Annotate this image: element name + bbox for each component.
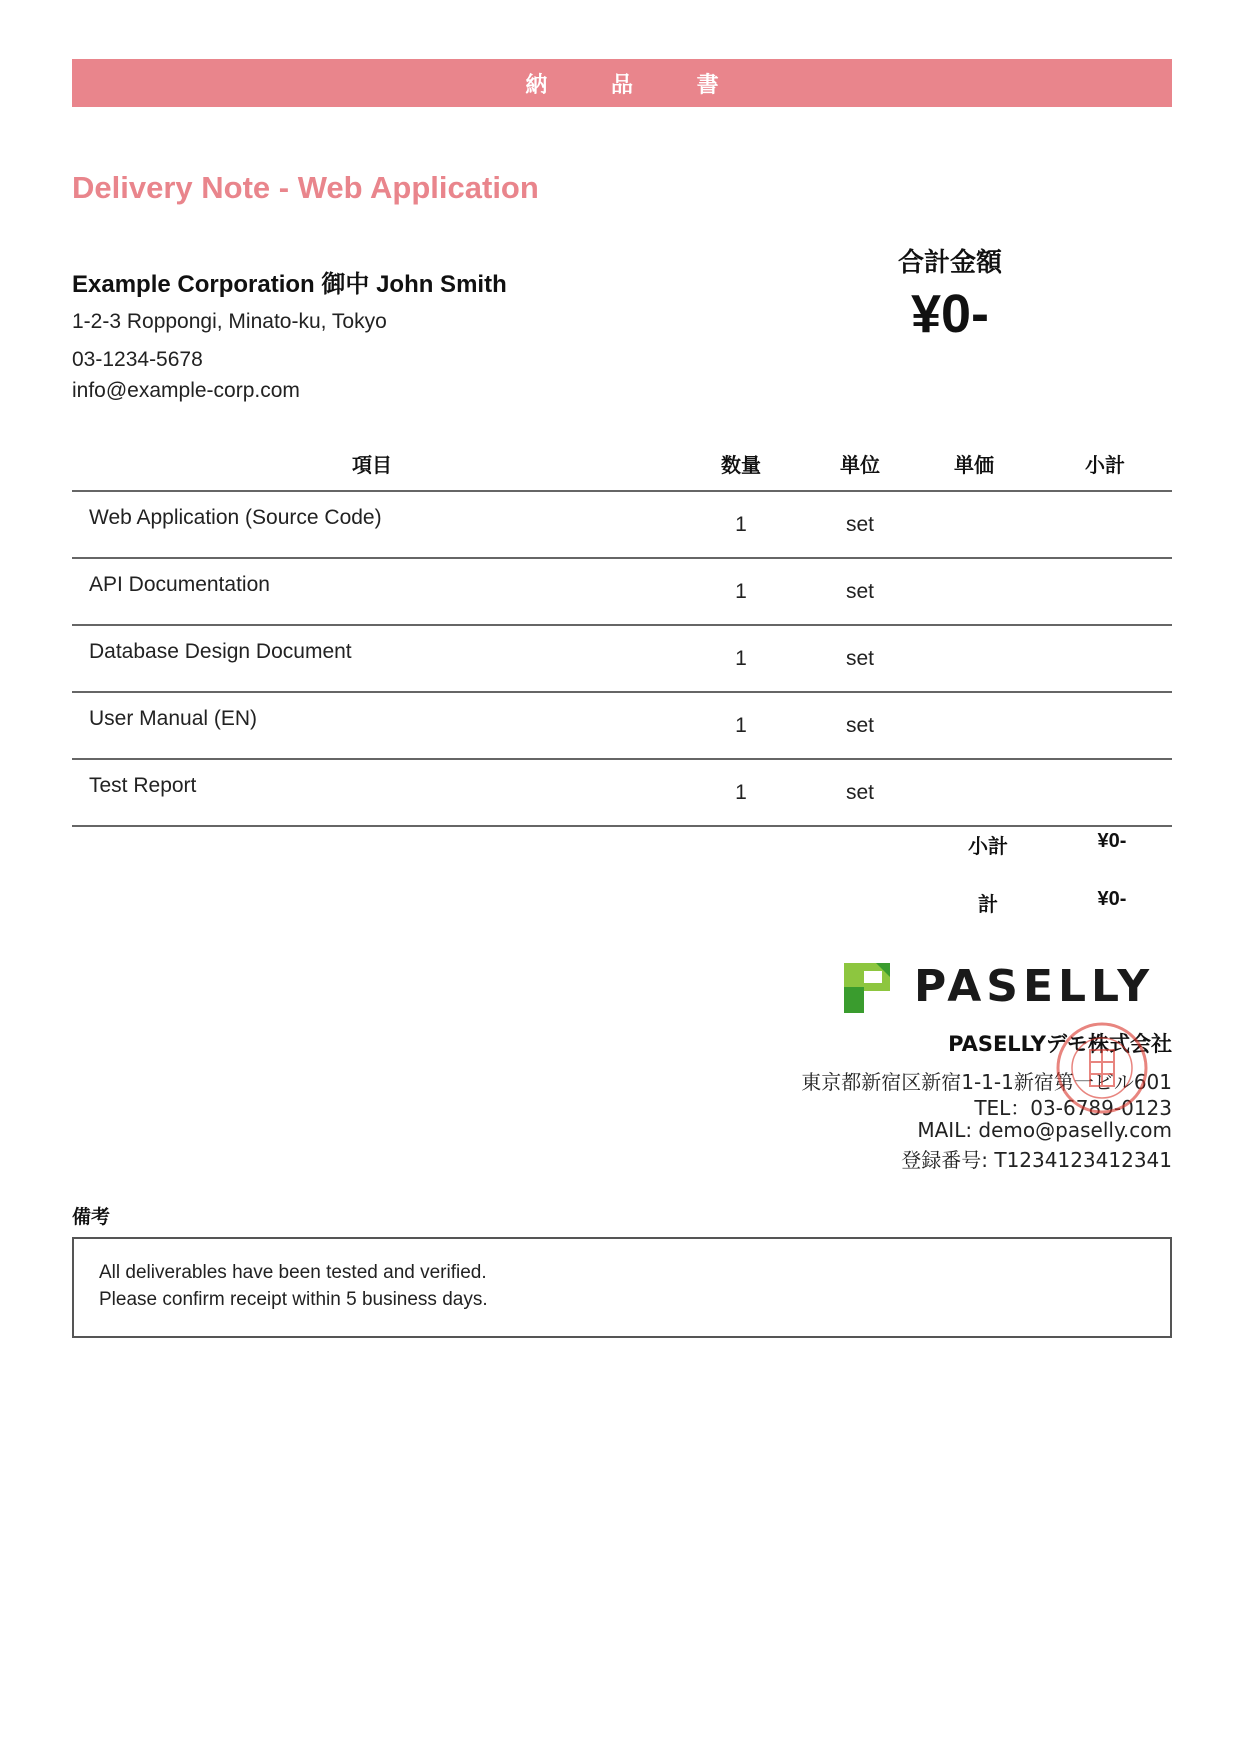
row-unit: set — [810, 625, 910, 692]
header-qty: 数量 — [672, 436, 810, 491]
row-price — [910, 625, 1038, 692]
client-tel: 03-1234-5678 — [72, 348, 203, 371]
row-unit: set — [810, 491, 910, 558]
summary-subtotal-label: 小計 — [968, 834, 1008, 858]
row-item-name: Test Report — [72, 759, 672, 826]
client-address: 1-2-3 Roppongi, Minato-ku, Tokyo — [72, 310, 387, 333]
row-subtotal — [1038, 491, 1172, 558]
header-subtotal: 小計 — [1038, 436, 1172, 491]
row-price — [910, 558, 1038, 625]
issuer-address: 東京都新宿区新宿1-1-1新宿第一ビル601 — [801, 1070, 1172, 1094]
row-subtotal — [1038, 759, 1172, 826]
row-item-name: Web Application (Source Code) — [72, 491, 672, 558]
client-company: Example Corporation — [72, 271, 315, 298]
client-block — [72, 264, 692, 403]
table-row — [72, 558, 1172, 625]
total-amount-box — [850, 242, 1050, 345]
client-email: info@example-corp.com — [72, 379, 300, 402]
row-qty: 1 — [672, 558, 810, 625]
logo-wordmark: PASELLY — [914, 961, 1155, 1012]
total-amount-value: ¥0- — [910, 284, 990, 344]
row-item-name: User Manual (EN) — [72, 692, 672, 759]
row-price — [910, 759, 1038, 826]
row-subtotal — [1038, 692, 1172, 759]
row-qty: 1 — [672, 759, 810, 826]
row-qty: 1 — [672, 491, 810, 558]
company-logo — [838, 957, 1172, 1019]
issuer-name: PASELLYデモ株式会社 — [948, 1032, 1172, 1056]
table-row — [72, 491, 1172, 558]
row-subtotal — [1038, 625, 1172, 692]
notes-line: All deliverables have been tested and verified. — [99, 1262, 487, 1283]
issuer-tel: TEL：03-6789-0123 — [974, 1096, 1172, 1120]
client-honorific: 御中 — [321, 270, 370, 298]
row-price — [910, 491, 1038, 558]
notes-label: 備考 — [72, 1206, 111, 1228]
header-item: 項目 — [72, 436, 672, 491]
document-subject: Delivery Note - Web Application — [72, 170, 539, 205]
client-name — [72, 264, 692, 300]
notes-line: Please confirm receipt within 5 business days. — [99, 1289, 488, 1310]
row-item-name: API Documentation — [72, 558, 672, 625]
row-qty: 1 — [672, 625, 810, 692]
header-unit: 単位 — [810, 436, 910, 491]
document-title: 納 品 書 — [72, 59, 1172, 107]
row-price — [910, 692, 1038, 759]
table-row — [72, 692, 1172, 759]
row-subtotal — [1038, 558, 1172, 625]
summary-block — [924, 830, 1172, 946]
row-qty: 1 — [672, 692, 810, 759]
company-seal-stamp — [1054, 1020, 1150, 1116]
client-contact: John Smith — [376, 271, 507, 298]
notes-box — [72, 1237, 1172, 1338]
header-price: 単価 — [910, 436, 1038, 491]
issuer-mail: MAIL: demo@paselly.com — [917, 1118, 1172, 1142]
total-amount-label: 合計金額 — [897, 248, 1002, 278]
summary-total-label: 計 — [978, 892, 998, 916]
row-item-name: Database Design Document — [72, 625, 672, 692]
row-unit: set — [810, 759, 910, 826]
items-table — [72, 436, 1172, 827]
summary-subtotal-row — [924, 830, 1172, 888]
row-unit: set — [810, 692, 910, 759]
table-row — [72, 759, 1172, 826]
row-unit: set — [810, 558, 910, 625]
issuer-registration: 登録番号: T1234123412341 — [901, 1148, 1172, 1172]
summary-total-row — [924, 888, 1172, 946]
paselly-logo-icon — [838, 957, 898, 1019]
table-header-row — [72, 436, 1172, 491]
summary-subtotal-value: ¥0- — [1097, 830, 1127, 852]
summary-total-value: ¥0- — [1097, 888, 1127, 910]
table-row — [72, 625, 1172, 692]
